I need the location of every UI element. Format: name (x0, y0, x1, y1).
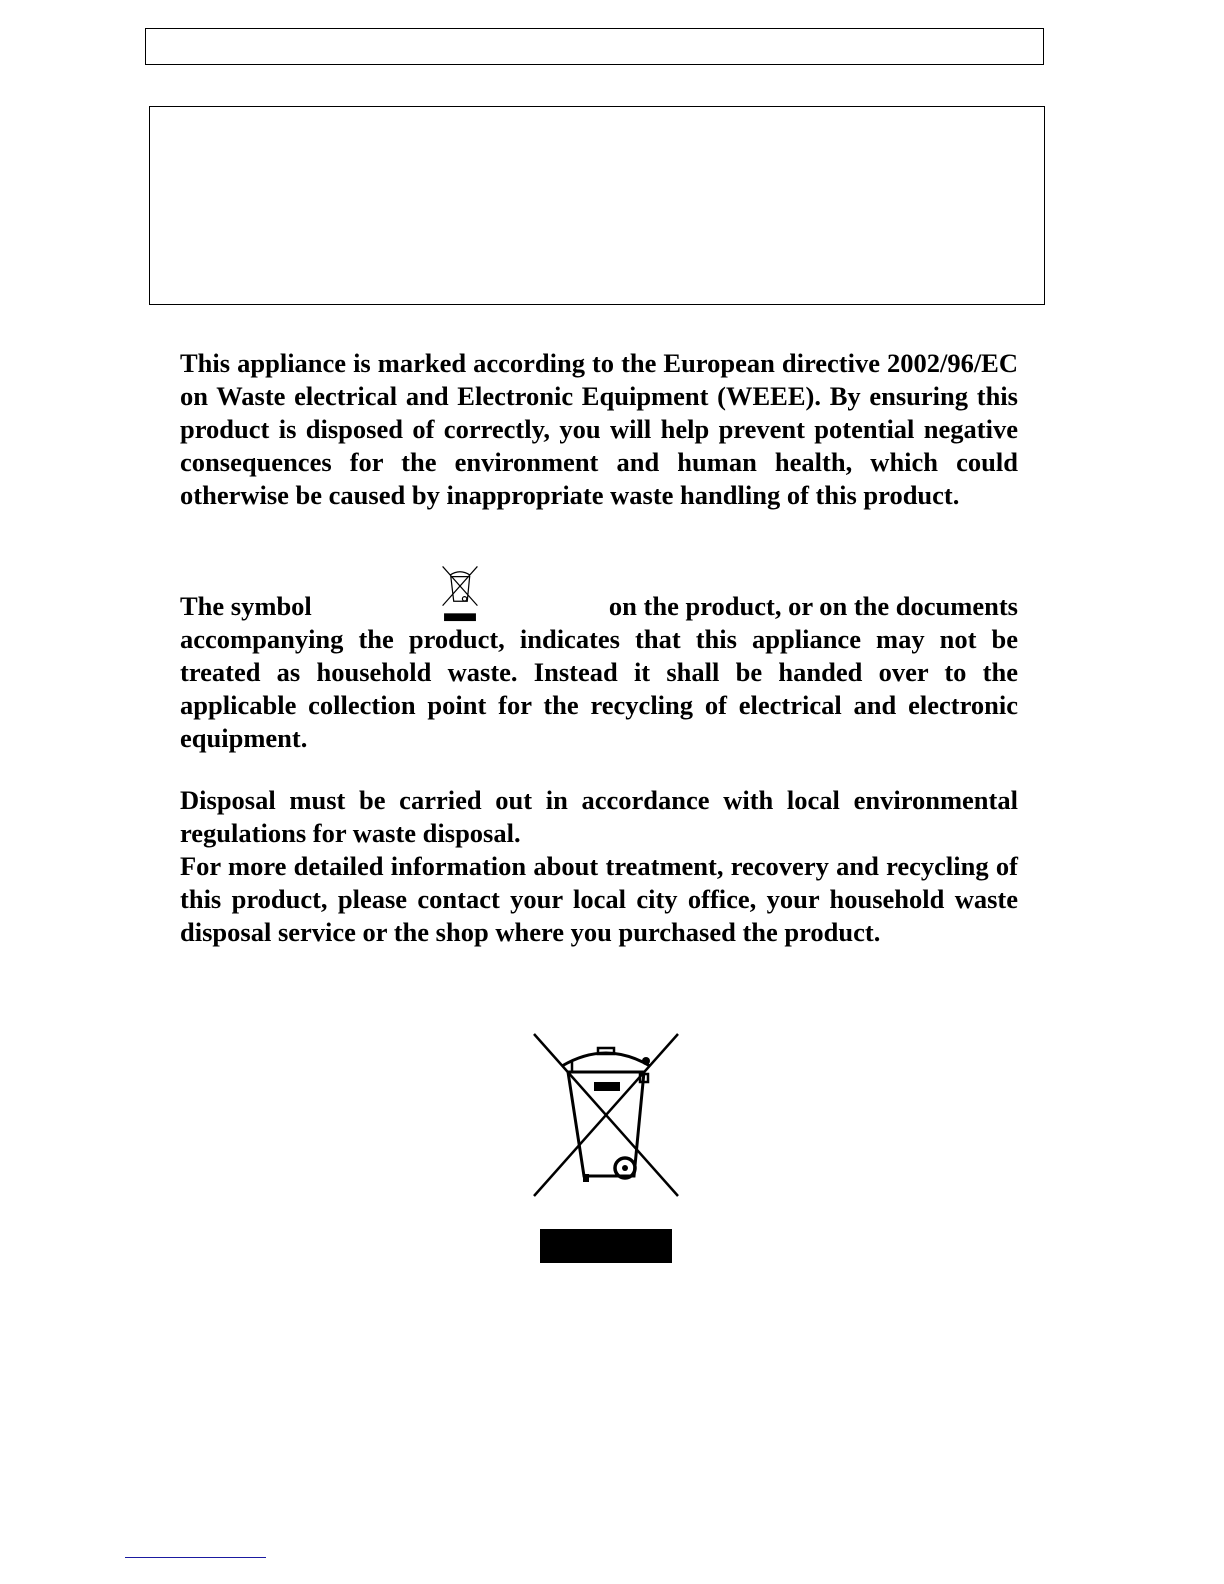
weee-paragraph: This appliance is marked according to the European directive 2002/96/EC on Waste electrical and Electronic Equipment (WEEE). By ensuring this product is disposed of correctly, you will help prevent potential negative consequences for the environment and human health, which could otherwise be caused by inappropriate waste handling of this product. (180, 348, 1018, 510)
symbol-text-rest: accompanying the product, indicates that this appliance may not be treated as household waste. Instead it shall be handed over to the applicable collection point for the recycling of electrical and electronic equipment. (180, 624, 1018, 753)
symbol-line (180, 590, 1018, 623)
symbol-text-before: The symbol (180, 591, 312, 621)
weee-bin-small-icon (441, 565, 479, 623)
symbol-text-after: on the product, or on the documents (608, 591, 1018, 621)
information-paragraph: For more detailed information about treatment, recovery and recycling of this product, please contact your local city office, your household waste disposal service or the shop where you purchased the product. (180, 851, 1018, 947)
symbol-paragraph (180, 590, 1018, 755)
weee-bin-large-icon (528, 1028, 684, 1268)
footer-rule (125, 1557, 266, 1558)
disposal-paragraph: Disposal must be carried out in accordance with local environmental regulations for waste disposal. (180, 785, 1018, 848)
header-empty-frame (149, 106, 1045, 305)
top-empty-frame (145, 28, 1044, 65)
